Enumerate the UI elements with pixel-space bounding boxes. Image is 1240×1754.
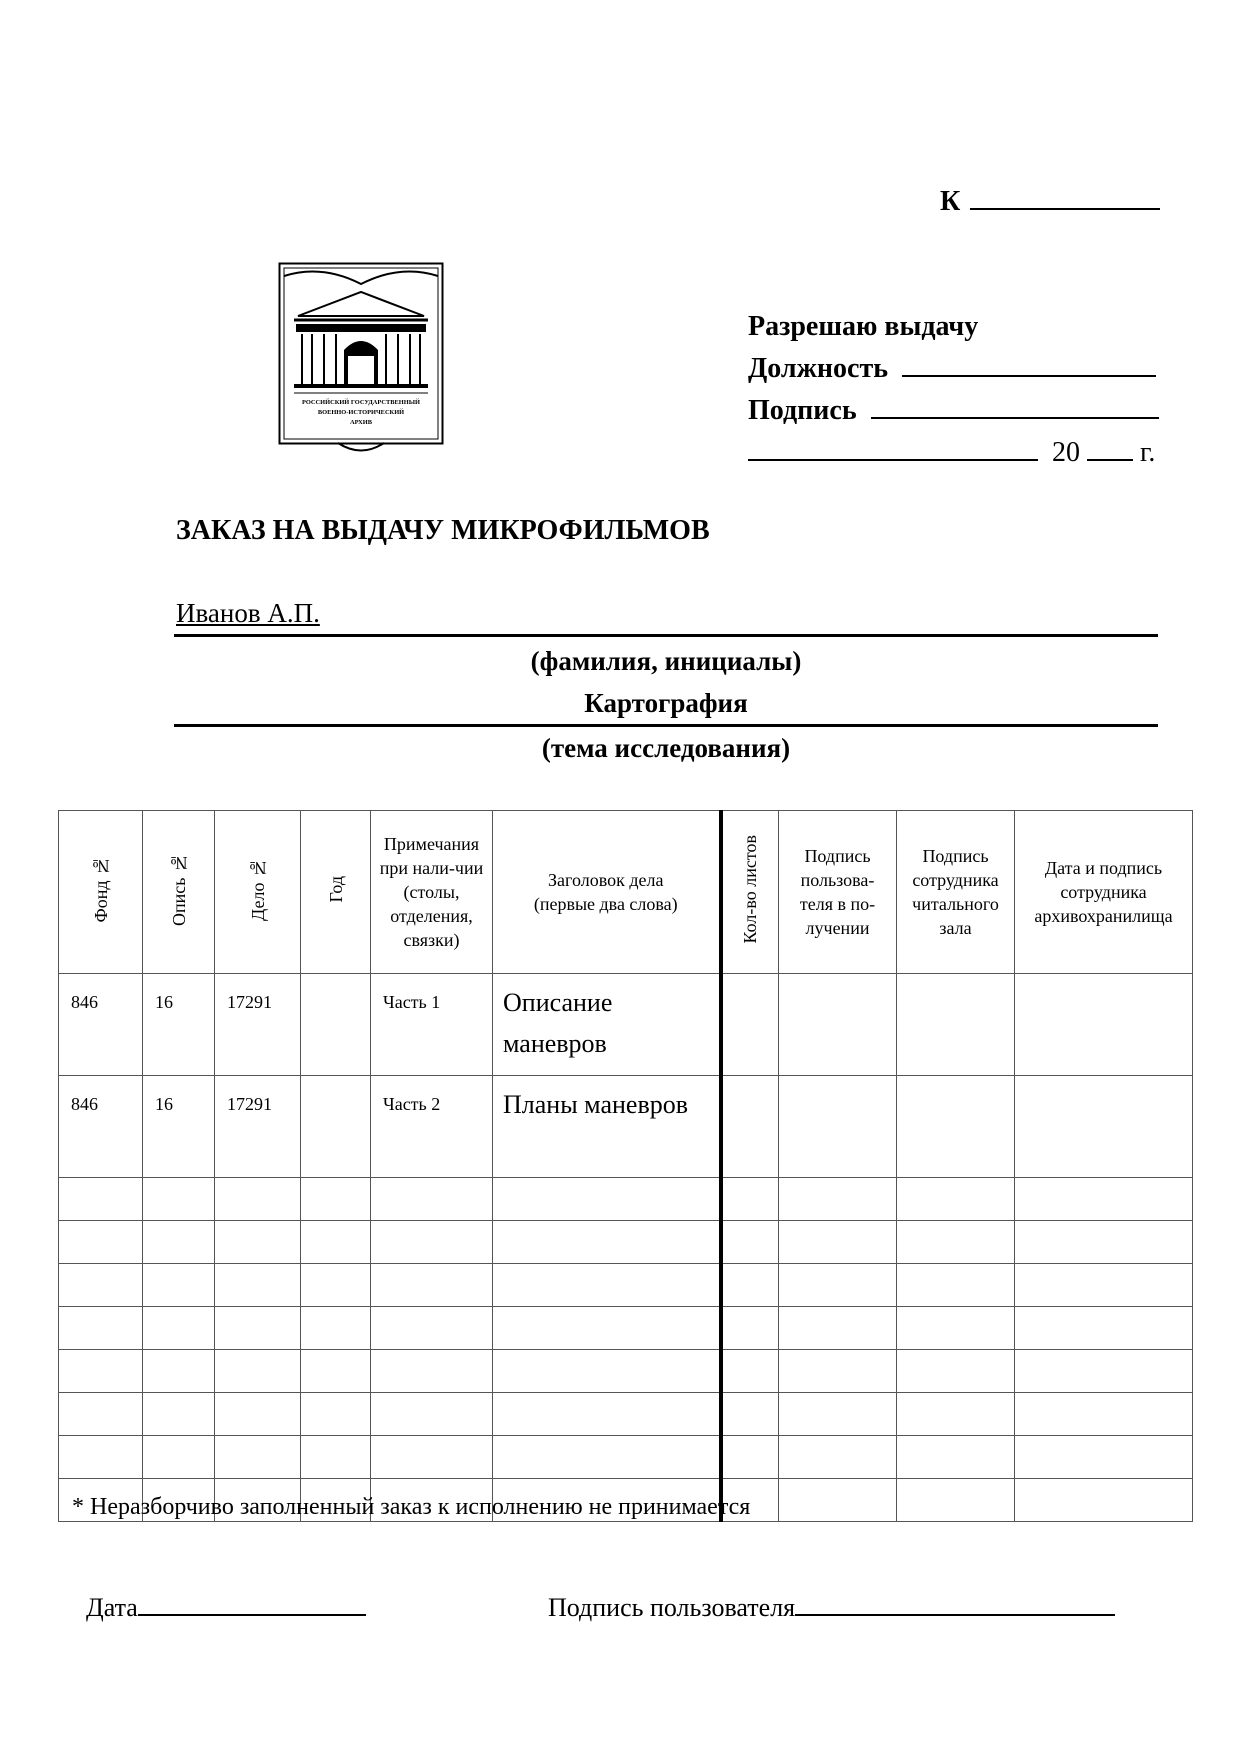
cell-opis[interactable]: 16	[143, 1076, 215, 1178]
cell-sheets[interactable]	[721, 1178, 779, 1221]
cell-fond[interactable]: 846	[59, 1076, 143, 1178]
cell-user-signature[interactable]	[779, 1350, 897, 1393]
cell-fond[interactable]	[59, 1393, 143, 1436]
cell-opis[interactable]	[143, 1393, 215, 1436]
cell-delo[interactable]: 17291	[215, 974, 301, 1076]
cell-delo[interactable]	[215, 1350, 301, 1393]
header-year: Год	[301, 811, 371, 974]
cell-opis[interactable]	[143, 1350, 215, 1393]
cell-sheets[interactable]	[721, 1307, 779, 1350]
user-name-caption: (фамилия, инициалы)	[530, 646, 802, 676]
cell-fond[interactable]	[59, 1307, 143, 1350]
cell-year[interactable]	[301, 1436, 371, 1479]
footer-date-blank[interactable]	[138, 1592, 366, 1616]
cell-storage-signature[interactable]	[1015, 1221, 1193, 1264]
cell-case-title[interactable]	[493, 1393, 721, 1436]
table-row-empty	[59, 1307, 1193, 1350]
footer-user-signature	[548, 1592, 1115, 1623]
cell-user-signature[interactable]	[779, 1307, 897, 1350]
cell-opis[interactable]: 16	[143, 974, 215, 1076]
cell-fond[interactable]	[59, 1264, 143, 1307]
cell-storage-signature[interactable]	[1015, 1436, 1193, 1479]
cell-delo[interactable]	[215, 1393, 301, 1436]
cell-storage-signature[interactable]	[1015, 1350, 1193, 1393]
approval-position-blank	[902, 349, 1156, 377]
cell-sheets[interactable]	[721, 1264, 779, 1307]
addressee-blank	[970, 182, 1160, 210]
cell-notes[interactable]: Часть 1	[371, 974, 493, 1076]
cell-storage-signature[interactable]	[1015, 1178, 1193, 1221]
approval-signature-blank	[871, 391, 1159, 419]
header-fond: Фонд №	[59, 811, 143, 974]
header-delo: Дело №	[215, 811, 301, 974]
approval-date-blank	[748, 433, 1038, 461]
table-header-row	[59, 811, 1193, 974]
table-row-empty	[59, 1178, 1193, 1221]
cell-reading-room-signature[interactable]	[897, 1221, 1015, 1264]
approval-position-label: Должность	[748, 353, 889, 384]
emblem-caption-line-1: РОССИЙСКИЙ ГОСУДАРСТВЕННЫЙ	[302, 399, 420, 406]
cell-case-title[interactable]	[493, 1178, 721, 1221]
table-row-empty	[59, 1350, 1193, 1393]
cell-fond[interactable]: 846	[59, 974, 143, 1076]
cell-user-signature[interactable]	[779, 1393, 897, 1436]
cell-fond[interactable]	[59, 1178, 143, 1221]
cell-opis[interactable]	[143, 1264, 215, 1307]
name-rule	[174, 600, 1158, 637]
cell-case-title[interactable]	[493, 1350, 721, 1393]
research-topic: Картография	[584, 688, 748, 718]
cell-user-signature[interactable]	[779, 974, 897, 1076]
header-sheets: Кол-во листов	[721, 811, 779, 974]
cell-delo[interactable]	[215, 1264, 301, 1307]
cell-reading-room-signature[interactable]	[897, 1178, 1015, 1221]
cell-fond[interactable]	[59, 1221, 143, 1264]
cell-year[interactable]	[301, 1221, 371, 1264]
cell-year[interactable]	[301, 1350, 371, 1393]
cell-fond[interactable]	[59, 1350, 143, 1393]
emblem-caption-line-3: АРХИВ	[349, 419, 373, 426]
table-row-empty	[59, 1393, 1193, 1436]
cell-case-title[interactable]	[493, 1307, 721, 1350]
cell-user-signature[interactable]	[779, 1264, 897, 1307]
table-row-empty	[59, 1436, 1193, 1479]
table-row-empty	[59, 1264, 1193, 1307]
cell-storage-signature[interactable]	[1015, 1307, 1193, 1350]
cell-notes[interactable]	[371, 1221, 493, 1264]
cell-year[interactable]	[301, 1076, 371, 1178]
archive-emblem-icon	[278, 262, 444, 458]
page-title: ЗАКАЗ НА ВЫДАЧУ МИКРОФИЛЬМОВ	[176, 515, 710, 546]
cell-year[interactable]	[301, 1264, 371, 1307]
cell-reading-room-signature[interactable]	[897, 1350, 1015, 1393]
cell-year[interactable]	[301, 1393, 371, 1436]
cell-fond[interactable]	[59, 1436, 143, 1479]
approval-signature-label: Подпись	[748, 395, 857, 426]
header-reading-room-signature: Подпись сотрудника читального зала	[897, 811, 1015, 974]
cell-sheets[interactable]	[721, 1393, 779, 1436]
cell-case-title[interactable]: Планы маневров	[493, 1076, 721, 1178]
cell-reading-room-signature[interactable]	[897, 1436, 1015, 1479]
approval-allow-label: Разрешаю выдачу	[748, 311, 979, 342]
addressee-line	[940, 182, 1160, 218]
header-notes: Примечания при нали-чии (столы, отделения, связки)	[371, 811, 493, 974]
cell-sheets[interactable]	[721, 1350, 779, 1393]
cell-sheets[interactable]	[721, 974, 779, 1076]
approval-year-prefix: 20	[1052, 437, 1080, 468]
cell-storage-signature[interactable]	[1015, 974, 1193, 1076]
cell-storage-signature[interactable]	[1015, 1076, 1193, 1178]
order-table	[58, 810, 1193, 1522]
addressee-label: К	[940, 186, 961, 217]
cell-delo[interactable]	[215, 1221, 301, 1264]
cell-sheets[interactable]	[721, 1221, 779, 1264]
cell-opis[interactable]	[143, 1178, 215, 1221]
approval-year-blank	[1087, 433, 1133, 461]
cell-notes[interactable]	[371, 1307, 493, 1350]
cell-reading-room-signature[interactable]	[897, 1264, 1015, 1307]
cell-notes[interactable]	[371, 1178, 493, 1221]
cell-case-title[interactable]: Описание маневров	[493, 974, 721, 1076]
cell-reading-room-signature[interactable]	[897, 1307, 1015, 1350]
cell-storage-signature[interactable]	[1015, 1264, 1193, 1307]
approval-block	[748, 306, 1159, 474]
cell-user-signature[interactable]	[779, 1221, 897, 1264]
cell-sheets[interactable]	[721, 1076, 779, 1178]
cell-delo[interactable]	[215, 1178, 301, 1221]
cell-year[interactable]	[301, 974, 371, 1076]
cell-opis[interactable]	[143, 1307, 215, 1350]
cell-user-signature[interactable]	[779, 1076, 897, 1178]
cell-sheets[interactable]	[721, 1436, 779, 1479]
legibility-note: * Неразборчиво заполненный заказ к исполнению не принимается	[72, 1494, 751, 1520]
cell-reading-room-signature[interactable]	[897, 1393, 1015, 1436]
header-case-title: Заголовок дела (первые два слова)	[493, 811, 721, 974]
approval-year-suffix: г.	[1140, 437, 1156, 468]
user-name: Иванов А.П.	[176, 598, 320, 628]
table-row-empty	[59, 1221, 1193, 1264]
cell-user-signature[interactable]	[779, 1479, 897, 1522]
cell-reading-room-signature[interactable]	[897, 1076, 1015, 1178]
cell-notes[interactable]	[371, 1350, 493, 1393]
cell-delo[interactable]	[215, 1307, 301, 1350]
cell-case-title[interactable]	[493, 1436, 721, 1479]
table-row	[59, 1076, 1193, 1178]
cell-case-title[interactable]	[493, 1264, 721, 1307]
cell-opis[interactable]	[143, 1221, 215, 1264]
cell-reading-room-signature[interactable]	[897, 1479, 1015, 1522]
cell-reading-room-signature[interactable]	[897, 974, 1015, 1076]
footer-date-label: Дата	[86, 1593, 138, 1622]
footer-user-signature-blank[interactable]	[795, 1592, 1115, 1616]
footer-user-signature-label: Подпись пользователя	[548, 1593, 796, 1622]
header-user-signature: Подпись пользова-теля в по-лучении	[779, 811, 897, 974]
cell-notes[interactable]	[371, 1393, 493, 1436]
research-topic-caption: (тема исследования)	[541, 733, 791, 763]
cell-opis[interactable]	[143, 1436, 215, 1479]
cell-notes[interactable]	[371, 1264, 493, 1307]
footer-date	[86, 1592, 366, 1623]
emblem-caption-line-2: ВОЕННО-ИСТОРИЧЕСКИЙ	[317, 409, 405, 416]
cell-notes[interactable]: Часть 2	[371, 1076, 493, 1178]
cell-case-title[interactable]	[493, 1221, 721, 1264]
cell-delo[interactable]: 17291	[215, 1076, 301, 1178]
cell-notes[interactable]	[371, 1436, 493, 1479]
cell-delo[interactable]	[215, 1436, 301, 1479]
header-storage-signature: Дата и подпись сотрудника архивохранилища	[1015, 811, 1193, 974]
cell-user-signature[interactable]	[779, 1178, 897, 1221]
header-opis: Опись №	[143, 811, 215, 974]
cell-storage-signature[interactable]	[1015, 1393, 1193, 1436]
cell-year[interactable]	[301, 1307, 371, 1350]
cell-user-signature[interactable]	[779, 1436, 897, 1479]
table-row	[59, 974, 1193, 1076]
cell-year[interactable]	[301, 1178, 371, 1221]
cell-storage-signature[interactable]	[1015, 1479, 1193, 1522]
